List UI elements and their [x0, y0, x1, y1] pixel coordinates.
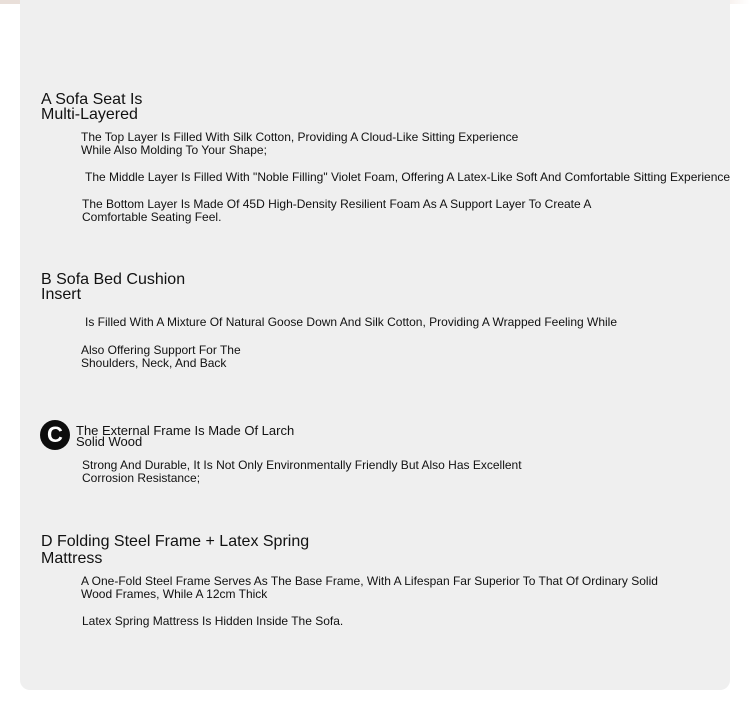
paragraph-line: The Middle Layer Is Filled With "Noble Filling" Violet Foam, Offering A Latex-Like Soft And Comfortable Sitting Experience: [85, 170, 731, 184]
paragraph-line: Wood Frames, While A 12cm Thick: [81, 587, 268, 601]
paragraph-line: The Bottom Layer Is Made Of 45D High-Density Resilient Foam As A Support Layer To Create A: [82, 197, 592, 211]
section-d-paragraph-1: [81, 575, 658, 601]
section-a-paragraph-3: [82, 198, 591, 224]
section-b-paragraph-1: [85, 316, 617, 329]
paragraph-line: The Top Layer Is Filled With Silk Cotton, Providing A Cloud-Like Sitting Experience: [81, 130, 519, 144]
section-a-heading: [41, 92, 142, 122]
paragraph-line: Latex Spring Mattress Is Hidden Inside The Sofa.: [82, 614, 344, 628]
section-d-paragraph-2: [82, 615, 343, 628]
section-c-badge: C: [40, 420, 70, 450]
paragraph-line: Corrosion Resistance;: [82, 471, 201, 485]
section-a-paragraph-2: [85, 171, 730, 184]
section-b-paragraph-2: [81, 344, 241, 370]
section-b-heading-line-1: B Sofa Bed Cushion: [41, 271, 186, 288]
section-a-paragraph-1: [81, 131, 518, 157]
paragraph-line: Also Offering Support For The: [81, 343, 241, 357]
section-d-heading: [41, 533, 309, 567]
section-d-heading-line-2: Mattress: [41, 550, 103, 567]
section-a-heading-line-1: A Sofa Seat Is: [41, 91, 143, 108]
section-d-heading-line-1: D Folding Steel Frame + Latex Spring: [41, 533, 310, 550]
section-c-heading-line-1: The External Frame Is Made Of Larch: [76, 423, 295, 438]
section-a-heading-line-2: Multi-Layered: [41, 106, 138, 123]
section-b-heading: [41, 272, 185, 302]
section-b-heading-line-2: Insert: [41, 286, 82, 303]
section-c-heading-line-2: Solid Wood: [76, 434, 143, 449]
paragraph-line: Comfortable Seating Feel.: [82, 210, 222, 224]
section-c-heading: [76, 425, 294, 447]
paragraph-line: A One-Fold Steel Frame Serves As The Base Frame, With A Lifespan Far Superior To That Of Ordinary Solid: [81, 574, 658, 588]
paragraph-line: While Also Molding To Your Shape;: [81, 143, 267, 157]
paragraph-line: Is Filled With A Mixture Of Natural Goose Down And Silk Cotton, Providing A Wrapped Feeling While: [85, 315, 618, 329]
section-c-paragraph-1: [82, 459, 522, 485]
paragraph-line: Shoulders, Neck, And Back: [81, 356, 227, 370]
paragraph-line: Strong And Durable, It Is Not Only Environmentally Friendly But Also Has Excellent: [82, 458, 522, 472]
